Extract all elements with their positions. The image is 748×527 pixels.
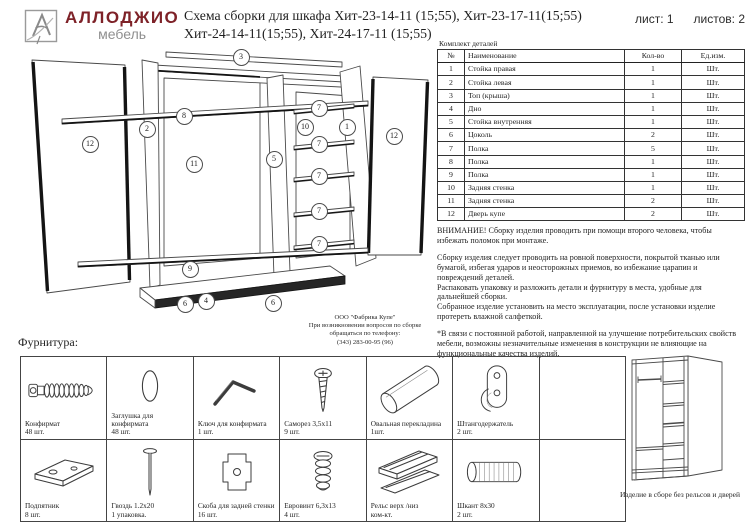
cell: Шт. <box>682 181 745 194</box>
cell: 1 <box>625 102 682 115</box>
cell: Стойка правая <box>465 63 625 76</box>
hardware-cell <box>280 357 366 440</box>
sheet-number: лист: 1 <box>635 12 674 26</box>
table-header-row <box>438 50 745 63</box>
table-row <box>438 76 745 89</box>
cell: Шт. <box>682 208 745 221</box>
callout-number: 7 <box>317 206 321 215</box>
hardware-name: Заглушка для конфирмата <box>111 410 154 428</box>
hardware-name: Скоба для задней стенки <box>197 501 275 511</box>
hardware-name: Рельс верх /низ <box>370 501 419 511</box>
callout-number: 3 <box>239 52 243 61</box>
table-row <box>438 208 745 221</box>
table-row <box>438 129 745 142</box>
part-callout <box>82 136 99 153</box>
hardware-qty: 1 упаковка. <box>111 509 147 519</box>
table-row <box>438 102 745 115</box>
manufacturer-contact <box>288 314 442 347</box>
hardware-name: Штангодержатель <box>457 418 514 428</box>
exploded-view-drawing <box>8 48 438 348</box>
hardware-name: Подпятник <box>25 501 60 511</box>
part-callout <box>339 119 356 136</box>
hardware-name: Конфирмат <box>25 418 61 428</box>
hardware-cell <box>367 357 453 440</box>
rail-icon <box>371 446 447 498</box>
hardware-cell <box>194 357 280 440</box>
cell: 1 <box>625 181 682 194</box>
part-callout <box>186 156 203 173</box>
table-row <box>438 181 745 194</box>
cell: Стойка внутренняя <box>465 115 625 128</box>
page-title-line2: Хит-24-14-11(15;55), Хит-24-17-11 (15;55) <box>184 25 432 41</box>
part-callout <box>297 119 314 136</box>
part-callout <box>311 100 328 117</box>
parts-list <box>437 39 745 221</box>
cell: Шт. <box>682 102 745 115</box>
cell: Стойка левая <box>465 76 625 89</box>
hardware-qty: 8 шт. <box>25 509 41 519</box>
cell: 5 <box>438 115 465 128</box>
assembled-wardrobe-icon <box>630 352 725 488</box>
callout-number: 6 <box>271 298 275 307</box>
exploded-assembly-diagram <box>8 48 438 348</box>
brand-logo <box>24 9 179 45</box>
hardware-qty: 9 шт. <box>284 427 300 437</box>
cell: 1 <box>625 63 682 76</box>
callout-number: 12 <box>86 139 94 148</box>
cell: Полка <box>465 155 625 168</box>
note-paragraph: Распаковать упаковку и разложить детали и фурнитуру в места, удобные для дальнейшей сборки. <box>437 282 702 302</box>
brand-subtitle: мебель <box>98 26 147 42</box>
cell: 2 <box>625 208 682 221</box>
oval-rod-icon <box>372 361 446 419</box>
callout-number: 1 <box>345 122 349 131</box>
hardware-grid <box>20 356 626 522</box>
table-row <box>438 89 745 102</box>
hardware-qty: 16 шт. <box>197 509 218 519</box>
cell: 12 <box>438 208 465 221</box>
contact-line: обращаться по телефону: <box>329 330 401 338</box>
cell: Шт. <box>682 168 745 181</box>
hardware-cell <box>107 357 193 440</box>
callout-number: 4 <box>204 296 208 305</box>
cell: 2 <box>625 129 682 142</box>
col-name: Наименование <box>465 50 625 63</box>
hardware-qty: 4 шт. <box>284 509 300 519</box>
hardware-cell <box>107 440 193 523</box>
cell: 9 <box>438 168 465 181</box>
cell: 8 <box>438 155 465 168</box>
hardware-qty: 2 шт. <box>457 509 473 519</box>
sheet-info <box>635 12 745 26</box>
part-callout <box>139 121 156 138</box>
dowel-icon <box>464 457 528 487</box>
hardware-name: Гвоздь 1.2х20 <box>111 501 155 511</box>
callout-number: 7 <box>317 239 321 248</box>
cell: 1 <box>625 168 682 181</box>
parts-table <box>437 49 745 221</box>
back-wall-bracket-icon <box>220 448 254 496</box>
cell: Полка <box>465 142 625 155</box>
hardware-cell-empty <box>540 357 626 440</box>
euro-screw-icon <box>310 449 336 495</box>
sheets-total: листов: 2 <box>693 12 745 26</box>
callout-number: 2 <box>145 124 149 133</box>
cell: 10 <box>438 181 465 194</box>
part-callout <box>176 108 193 125</box>
cell: 11 <box>438 195 465 208</box>
hardware-cell <box>21 440 107 523</box>
part-callout <box>265 295 282 312</box>
manufacturer-name: ООО "Фабрика Купе" <box>334 314 396 321</box>
part-callout <box>311 203 328 220</box>
table-row <box>438 195 745 208</box>
part-callout <box>233 49 250 66</box>
table-row <box>438 142 745 155</box>
confirmat-screw-icon <box>27 375 101 405</box>
cell: 2 <box>438 76 465 89</box>
hardware-name: Ключ для конфирмата <box>197 418 267 428</box>
cell: 6 <box>438 129 465 142</box>
assembled-product-caption: Изделие в сборе без рельсов и дверей <box>619 490 741 499</box>
cell: Дверь купе <box>465 208 625 221</box>
hardware-cell <box>453 440 539 523</box>
foot-plate-icon <box>29 453 99 491</box>
table-row <box>438 168 745 181</box>
nail-icon <box>141 446 159 498</box>
callout-number: 5 <box>272 154 276 163</box>
brand-name: АЛЛОДЖИО <box>65 8 180 27</box>
cell: Шт. <box>682 89 745 102</box>
hardware-cell-empty <box>540 440 626 523</box>
hardware-name: Овальная перекладина <box>370 418 442 428</box>
cell: 5 <box>625 142 682 155</box>
cell: Шт. <box>682 155 745 168</box>
cell: 3 <box>438 89 465 102</box>
cell: Топ (крыша) <box>465 89 625 102</box>
col-qty: Кол-во <box>625 50 682 63</box>
cell: Шт. <box>682 129 745 142</box>
part-callout <box>311 168 328 185</box>
col-number: № <box>438 50 465 63</box>
cell: 2 <box>625 195 682 208</box>
cell: Задняя стенка <box>465 181 625 194</box>
hardware-name: Саморез 3,5х11 <box>284 418 333 428</box>
callout-number: 7 <box>317 139 321 148</box>
page-title-line1: Схема сборки для шкафа Хит-23-14-11 (15;55), Хит-23-17-11(15;55) <box>184 8 582 23</box>
cell: 1 <box>625 115 682 128</box>
rod-holder-icon <box>476 363 516 417</box>
hardware-qty: 48 шт. <box>111 427 131 437</box>
part-callout <box>311 236 328 253</box>
callout-number: 7 <box>317 103 321 112</box>
hardware-cell <box>453 357 539 440</box>
assembled-product-drawing <box>630 352 725 493</box>
hardware-name: Евровинт 6,3х13 <box>284 501 336 511</box>
cell: 1 <box>438 63 465 76</box>
hex-key-icon <box>209 370 265 410</box>
cell: 1 <box>625 76 682 89</box>
callout-number: 10 <box>301 122 309 131</box>
oval-plug-icon <box>137 367 163 405</box>
hardware-qty: 1шт. <box>370 427 385 437</box>
col-unit: Ед.изм. <box>682 50 745 63</box>
cell: Шт. <box>682 142 745 155</box>
brand-logo-icon <box>24 9 58 45</box>
hardware-qty: ком-кт. <box>370 509 393 519</box>
callout-number: 6 <box>183 299 187 308</box>
note-paragraph: Сборку изделия следует проводить на ровной поверхности, покрытой тканью или бумагой, избегая ударов и неосторожных приемов, во избежание царапин и повреждений деталей. <box>437 253 720 282</box>
cell: Полка <box>465 168 625 181</box>
cell: Шт. <box>682 195 745 208</box>
note-paragraph: *В связи с постоянной работой, направленной на улучшение потребительских свойств мебели, возможны незначительные изменения в конструкции не влияющие на функциональные качества изделий. <box>437 329 737 358</box>
hardware-section-title: Фурнитура: <box>18 335 79 349</box>
parts-list-caption: Комплект деталей <box>439 39 498 48</box>
cell: 7 <box>438 142 465 155</box>
part-callout <box>198 293 215 310</box>
cell: Шт. <box>682 63 745 76</box>
part-callout <box>386 128 403 145</box>
hardware-name: Шкант 8х30 <box>457 501 495 511</box>
table-row <box>438 155 745 168</box>
hardware-cell <box>367 440 453 523</box>
cell: 1 <box>625 89 682 102</box>
part-callout <box>311 136 328 153</box>
table-row <box>438 63 745 76</box>
callout-number: 7 <box>317 171 321 180</box>
assembly-notes <box>437 226 745 358</box>
table-row <box>438 115 745 128</box>
cell: Цоколь <box>465 129 625 142</box>
callout-number: 9 <box>188 264 192 273</box>
callout-number: 12 <box>390 131 398 140</box>
part-callout <box>182 261 199 278</box>
part-callout <box>266 151 283 168</box>
callout-number: 11 <box>190 159 198 168</box>
note-paragraph: Собранное изделие установить на место эксплуатации, после установки изделие протереть влажной салфеткой. <box>437 301 716 321</box>
contact-phone: (343) 283-00-95 (96) <box>336 338 394 346</box>
hardware-qty: 1 шт. <box>197 427 214 437</box>
callout-number: 8 <box>182 111 186 120</box>
hardware-cell <box>194 440 280 523</box>
cell: Шт. <box>682 115 745 128</box>
hardware-cell <box>21 357 107 440</box>
cell: Шт. <box>682 76 745 89</box>
cell: Дно <box>465 102 625 115</box>
contact-line: При возникновении вопросов по сборке <box>308 322 422 330</box>
hardware-cell <box>280 440 366 523</box>
warning-text: ВНИМАНИЕ! Сборку изделия проводить при помощи второго человека, чтобы избежать поломок при монтаже. <box>437 226 712 245</box>
cell: 4 <box>438 102 465 115</box>
hardware-qty: 2 шт. <box>457 427 473 437</box>
cell: 1 <box>625 155 682 168</box>
cell: Задняя стенка <box>465 195 625 208</box>
self-tapping-screw-icon <box>310 366 336 414</box>
page-title <box>184 7 654 42</box>
hardware-qty: 48 шт. <box>25 427 45 437</box>
part-callout <box>177 296 194 313</box>
